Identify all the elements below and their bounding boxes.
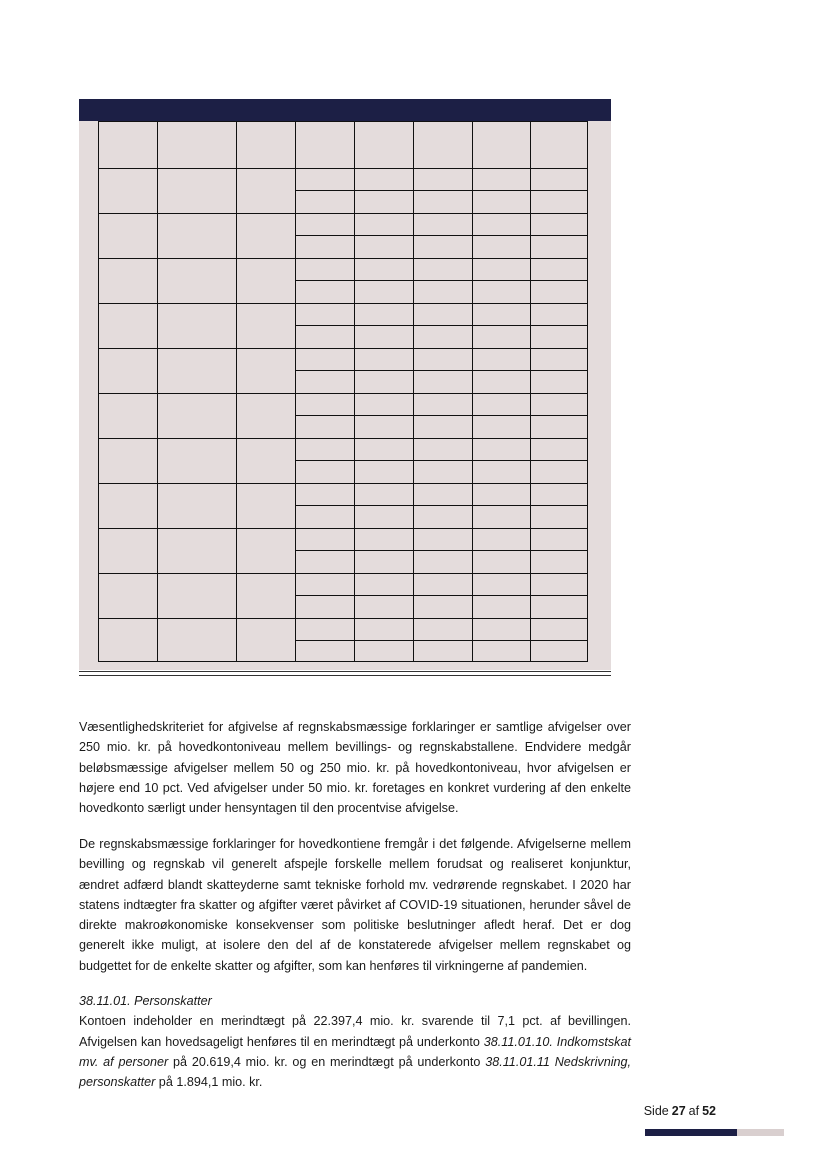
table-column-divider [354,121,355,662]
page-number: Side 27 af 52 [643,1104,716,1118]
table-subrow-divider [295,460,588,461]
paragraph-materiality: Væsentlighedskriteriet for afgivelse af regnskabsmæssige forklaringer er samtlige afvigelser over 250 mio. kr. på hovedkontoniveau mellem bevillings- og regnskabstallene. Endvidere medgår beløbsmæssige afvigelser mellem 50 og 250 mio. kr. på hovedkontoniveau, hvor afvigelsen er højere end 10 pct. Ved afvigelser under 50 mio. kr. foretages en konkret vurdering af den enkelte hovedkonto særligt under hensyntagen til den procentvise afvigelse. [79,720,631,816]
paragraph-explanations: De regnskabsmæssige forklaringer for hovedkontiene fremgår i det følgende. Afvigelserne mellem bevilling og regnskab vil generelt afspejle forskelle mellem forudsat og realiseret konjunktur, ændret adfærd blandt skatteyderne samt tekniske forhold mv. vedrørende regnskabet. I 2020 har statens indtægter fra skatter og afgifter været påvirket af COVID-19 situationen, herunder såvel de direkte makroøkonomiske konsekvenser som politiske beslutninger afledt heraf. Det er dog generelt ikke muligt, at isolere den del af de konstaterede afvigelser mellem regnskabet og budgettet for de enkelte skatter og afgifter, som kan henføres til virkningerne af pandemien. [79,837,631,973]
table-subrow-divider [295,325,588,326]
table-bottom-rule [79,675,611,676]
footer-bar-light [737,1129,784,1136]
table-subrow-divider [295,415,588,416]
table-row-divider [98,618,588,619]
table-row-divider [98,213,588,214]
table-row-divider [98,348,588,349]
table-row-divider [98,393,588,394]
account-reference: 38.11.01.11 Nedskrivning, personskatter [79,1054,632,1090]
table-subrow-divider [295,190,588,191]
table-subrow-divider [295,550,588,551]
table-column-divider [236,121,237,662]
table-subrow-divider [295,370,588,371]
section-heading: 38.11.01. Personskatter [79,994,212,1008]
account-reference: 38.11.01.10. Indkomstskat mv. af personer [79,1034,631,1069]
table-grid [98,121,588,662]
table-subrow-divider [295,505,588,506]
footer-bar-dark [645,1129,737,1136]
table-subrow-divider [295,235,588,236]
table-row-divider [98,438,588,439]
table-row-divider [98,168,588,169]
section-body: Kontoen indeholder en merindtægt på 22.397,4 mio. kr. svarende til 7,1 pct. af bevillingen. Afvigelsen kan hovedsageligt henføres til en merindtægt på underkonto 38.11.01.10. Indkomstskat mv. af personer på 20.619,4 mio. kr. og en merindtægt på underkonto 38.11.01.11 Nedskrivning, personskatter på 1.894,1 mio. kr. [79,1014,632,1090]
table-header-bar [79,99,611,121]
table-subrow-divider [295,595,588,596]
table-row-divider [98,528,588,529]
table-row-divider [98,483,588,484]
table-row-divider [98,258,588,259]
table-row-divider [98,573,588,574]
table-column-divider [295,121,296,662]
table-bottom-rule [79,671,611,672]
table-row-divider [98,303,588,304]
table-column-divider [413,121,414,662]
section-personskatter [79,991,631,1092]
table-column-divider [157,121,158,662]
table-subrow-divider [295,280,588,281]
table-column-divider [472,121,473,662]
table-subrow-divider [295,640,588,641]
table-column-divider [530,121,531,662]
